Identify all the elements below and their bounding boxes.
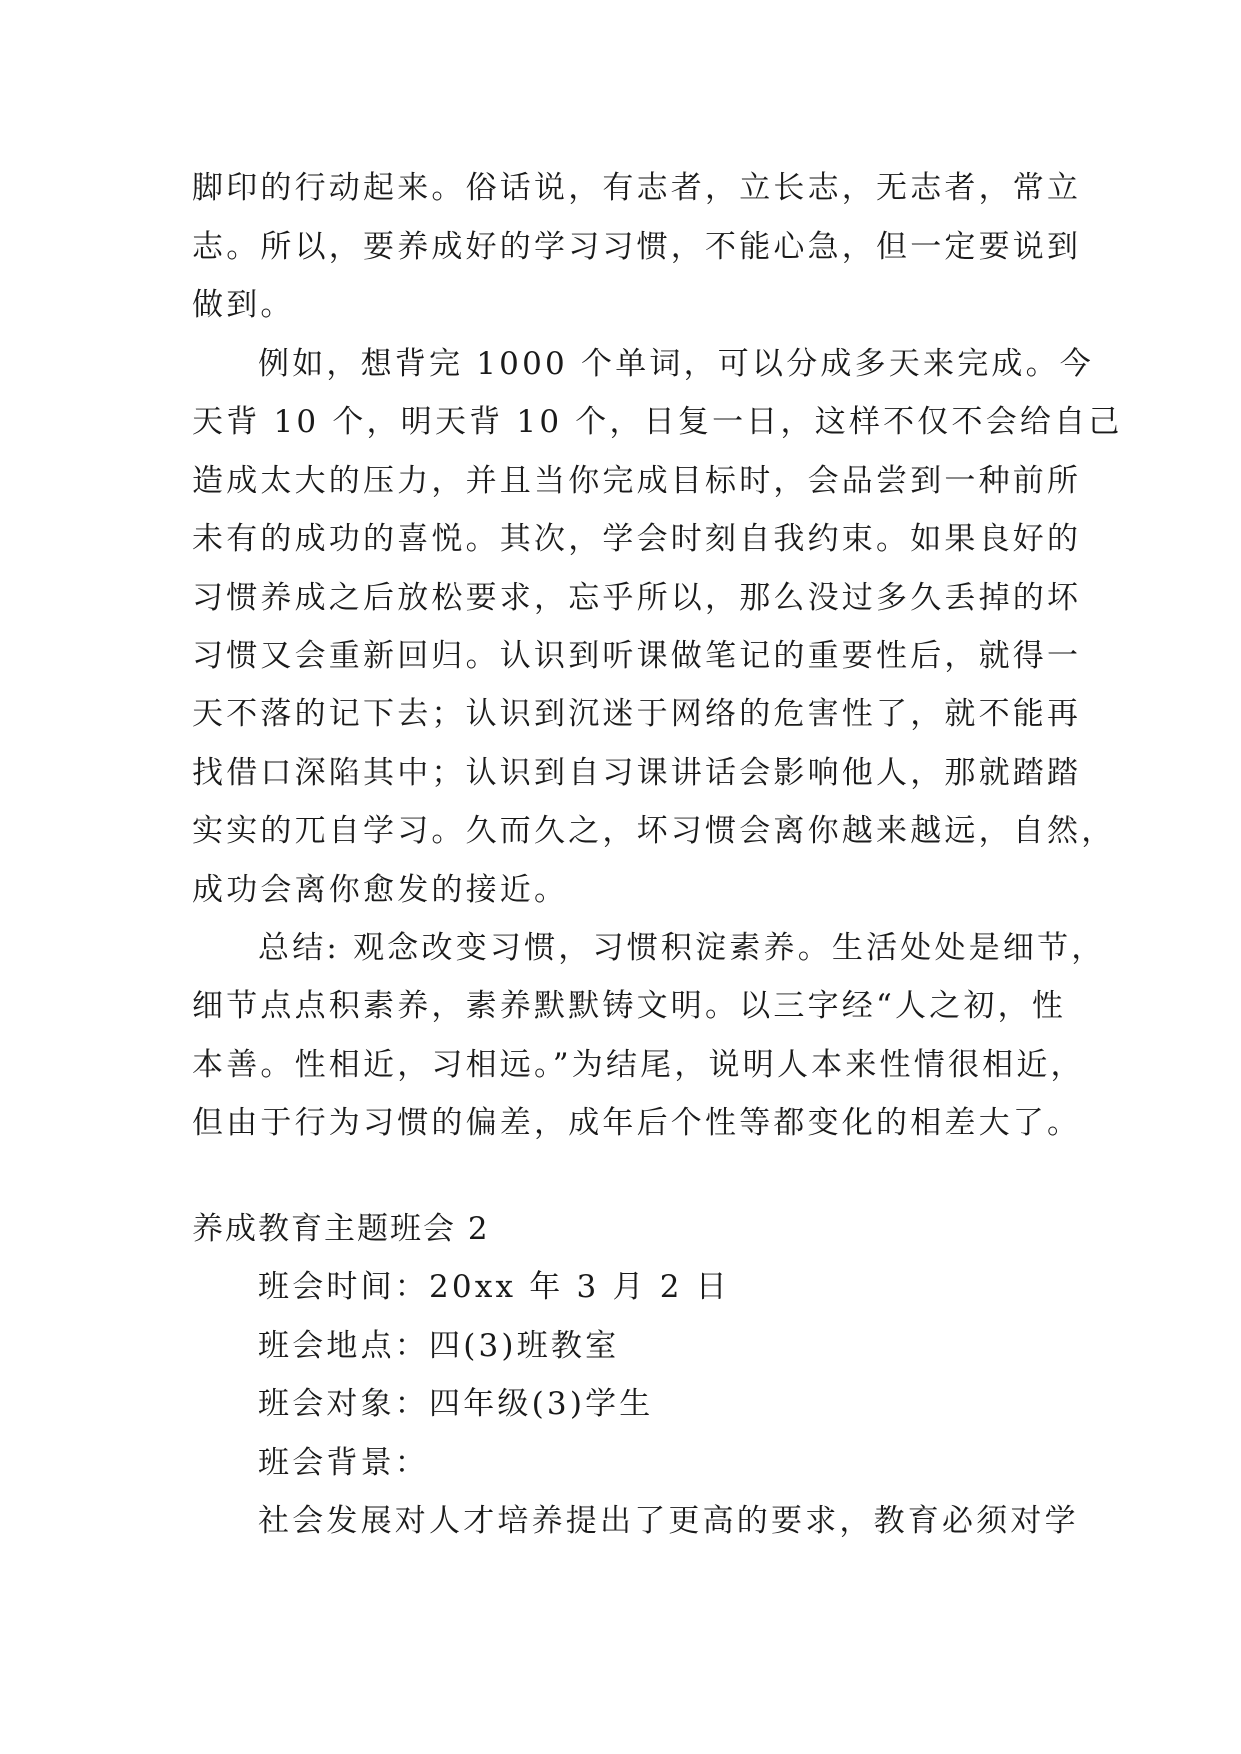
paragraph-line: 做到。 bbox=[192, 287, 295, 323]
paragraph-line: 例如，想背完 1000 个单词，可以分成多天来完成。今 bbox=[258, 346, 1094, 382]
paragraph-line: 本善。性相近，习相远。”为结尾，说明人本来性情很相近， bbox=[192, 1047, 1085, 1083]
paragraph-line: 脚印的行动起来。俗话说，有志者，立长志，无志者，常立 bbox=[192, 170, 1082, 206]
paragraph-line: 但由于行为习惯的偏差，成年后个性等都变化的相差大了。 bbox=[192, 1105, 1082, 1141]
meeting-place: 班会地点：四(3)班教室 bbox=[258, 1328, 620, 1364]
paragraph-line: 天背 10 个，明天背 10 个，日复一日，这样不仅不会给自己 bbox=[192, 404, 1123, 440]
paragraph-line: 未有的成功的喜悦。其次，学会时刻自我约束。如果良好的 bbox=[192, 521, 1082, 557]
paragraph-line: 习惯又会重新回归。认识到听课做笔记的重要性后，就得一 bbox=[192, 638, 1082, 674]
meeting-audience: 班会对象：四年级(3)学生 bbox=[258, 1386, 654, 1422]
paragraph-line: 志。所以，要养成好的学习习惯，不能心急，但一定要说到 bbox=[192, 229, 1082, 265]
paragraph-line: 习惯养成之后放松要求，忘乎所以，那么没过多久丢掉的坏 bbox=[192, 580, 1082, 616]
meeting-background-label: 班会背景： bbox=[258, 1445, 429, 1481]
paragraph-line: 找借口深陷其中；认识到自习课讲话会影响他人，那就踏踏 bbox=[192, 755, 1082, 791]
paragraph-line: 总结: 观念改变习惯，习惯积淀素养。生活处处是细节， bbox=[258, 930, 1106, 966]
meeting-time: 班会时间：20xx 年 3 月 2 日 bbox=[258, 1269, 730, 1305]
paragraph-line: 造成太大的压力，并且当你完成目标时，会品尝到一种前所 bbox=[192, 463, 1082, 499]
paragraph-line: 细节点点积素养，素养默默铸文明。以三字经“人之初，性 bbox=[192, 988, 1067, 1024]
paragraph-line: 成功会离你愈发的接近。 bbox=[192, 872, 569, 908]
paragraph-line: 社会发展对人才培养提出了更高的要求，教育必须对学 bbox=[258, 1503, 1079, 1539]
section-title: 养成教育主题班会 2 bbox=[192, 1211, 490, 1247]
paragraph-line: 实实的兀自学习。久而久之，坏习惯会离你越来越远，自然， bbox=[192, 813, 1116, 849]
paragraph-line: 天不落的记下去；认识到沉迷于网络的危害性了，就不能再 bbox=[192, 696, 1082, 732]
